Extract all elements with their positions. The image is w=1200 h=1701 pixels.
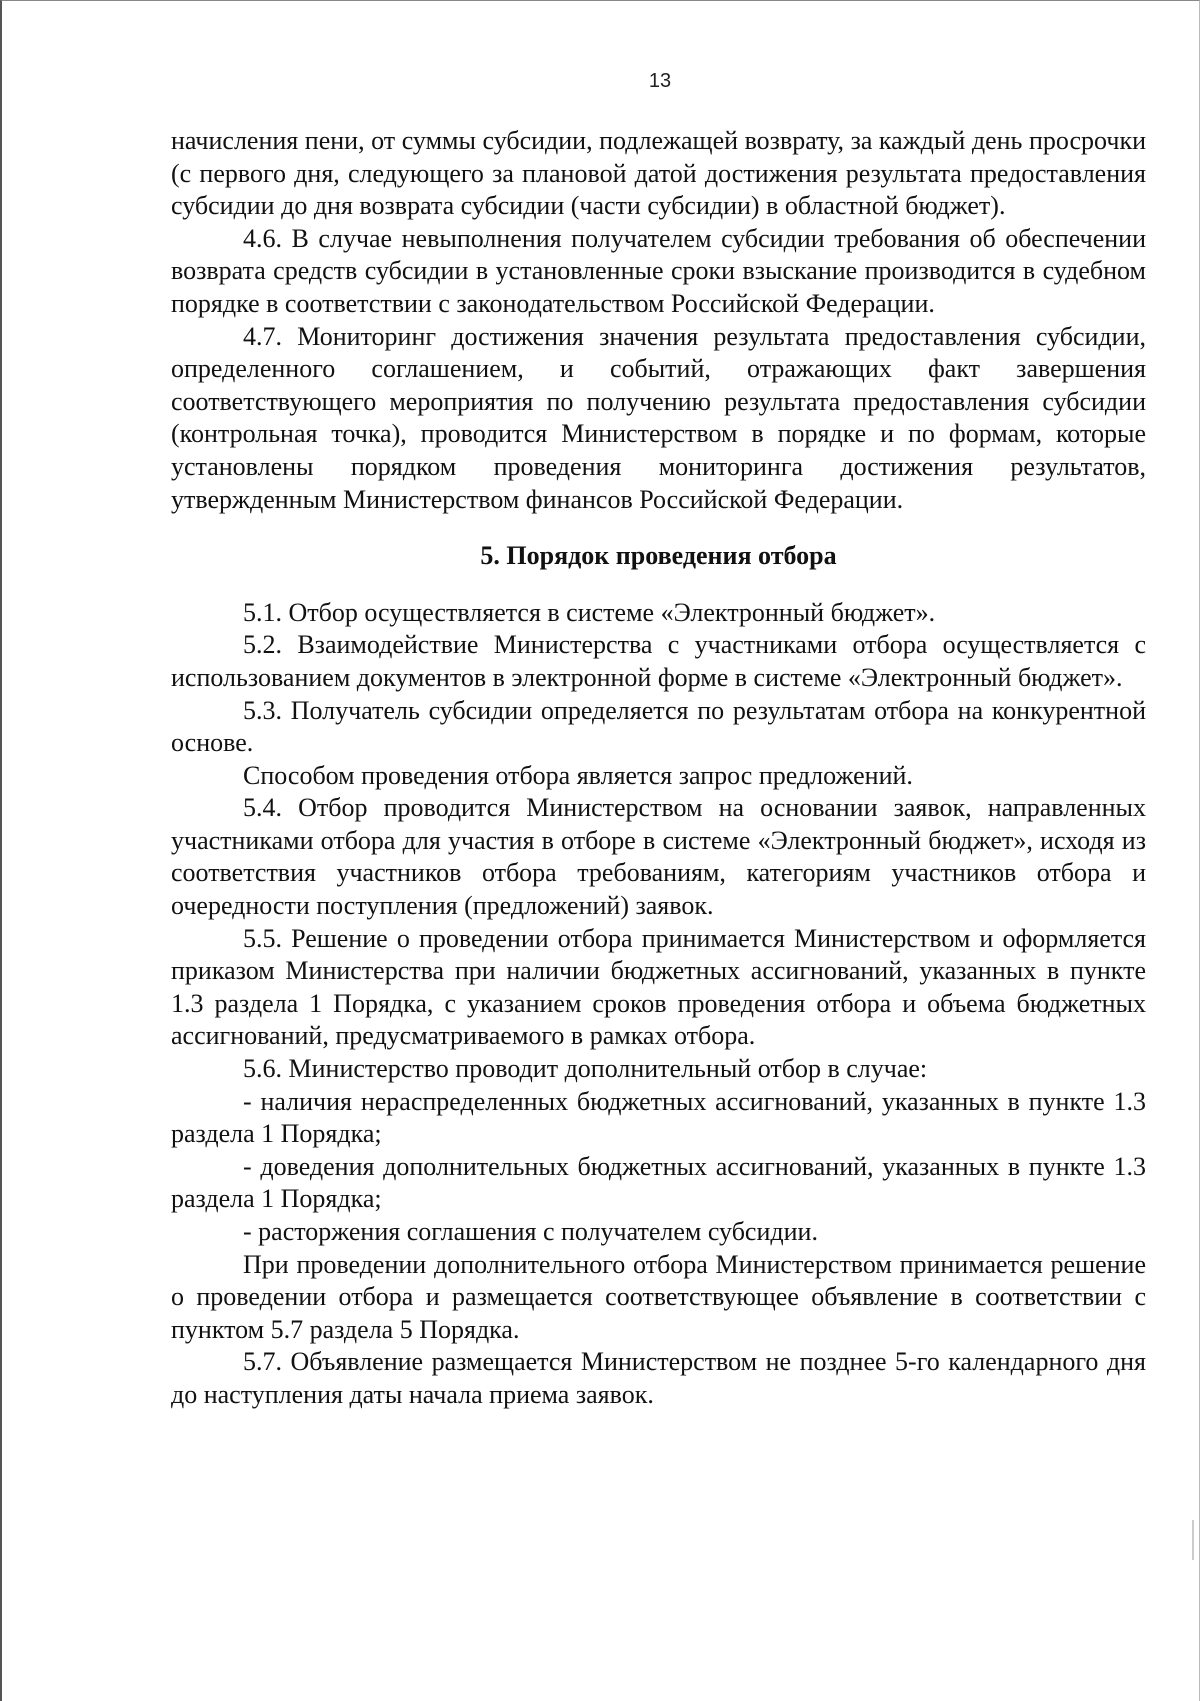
paragraph-5-2: 5.2. Взаимодействие Министерства с участниками отбора осуществляется с использованием документов в электронной форме в системе «Электронный бюджет». xyxy=(171,630,1146,692)
list-item: - доведения дополнительных бюджетных ассигнований, указанных в пункте 1.3 раздела 1 Порядка; xyxy=(171,1151,1146,1214)
paragraph-5-4: 5.4. Отбор проводится Министерством на основании заявок, направленных участниками отбора для участия в отборе в системе «Электронный бюджет», исходя из соответствия участников отбора требованиям, категориям участников отбора и очередности поступления (предложений) заявок. xyxy=(171,793,1146,921)
list-item: - наличия нераспределенных бюджетных ассигнований, указанных в пункте 1.3 раздела 1 Порядка; xyxy=(171,1086,1146,1149)
list-item: - расторжения соглашения с получателем субсидии. xyxy=(243,1217,818,1246)
paragraph-5-3: 5.3. Получатель субсидии определяется по результатам отбора на конкурентной основе. xyxy=(171,695,1146,758)
section-title: 5. Порядок проведения отбора xyxy=(480,541,837,571)
paragraph-4-6: 4.6. В случае невыполнения получателем субсидии требования об обеспечении возврата средств субсидии в установленные сроки взыскание производится в судебном порядке в соответствии с законодательством Российской Федерации. xyxy=(171,223,1146,318)
paragraph-4-7: 4.7. Мониторинг достижения значения результата предоставления субсидии, определенного соглашением, и событий, отражающих факт завершения соответствующего мероприятия по получению результата предоставления субсидии (контрольная точка), проводится Министерством в порядке и по формам, которые установлены порядком проведения мониторинга достижения результатов, утвержденным Министерством финансов Российской Федерации. xyxy=(171,321,1146,514)
paragraph-5-7: 5.7. Объявление размещается Министерством не позднее 5-го календарного дня до наступления даты начала приема заявок. xyxy=(171,1347,1146,1409)
paragraph: Способом проведения отбора является запрос предложений. xyxy=(243,760,913,790)
paragraph: При проведении дополнительного отбора Министерством принимается решение о проведении отбора и размещается соответствующее объявление в соответствии с пунктом 5.7 раздела 5 Порядка. xyxy=(171,1249,1146,1344)
paragraph-5-6: 5.6. Министерство проводит дополнительный отбор в случае: xyxy=(243,1054,928,1084)
page-number: 13 xyxy=(648,70,672,92)
paragraph: начисления пени, от суммы субсидии, подлежащей возврату, за каждый день просрочки (с первого дня, следующего за плановой датой достижения результата предоставления субсидии до дня возврата субсидии (части субсидии) в областной бюджет). xyxy=(171,126,1146,221)
paragraph-5-1: 5.1. Отбор осуществляется в системе «Электронный бюджет». xyxy=(243,597,936,627)
document-body xyxy=(171,125,1146,1412)
scan-edge-mark xyxy=(1192,1520,1194,1560)
paragraph-5-5: 5.5. Решение о проведении отбора принимается Министерством и оформляется приказом Министерства при наличии бюджетных ассигнований, указанных в пункте 1.3 раздела 1 Порядка, с указанием сроков проведения отбора и объема бюджетных ассигнований, предусматриваемого в рамках отбора. xyxy=(171,923,1146,1051)
